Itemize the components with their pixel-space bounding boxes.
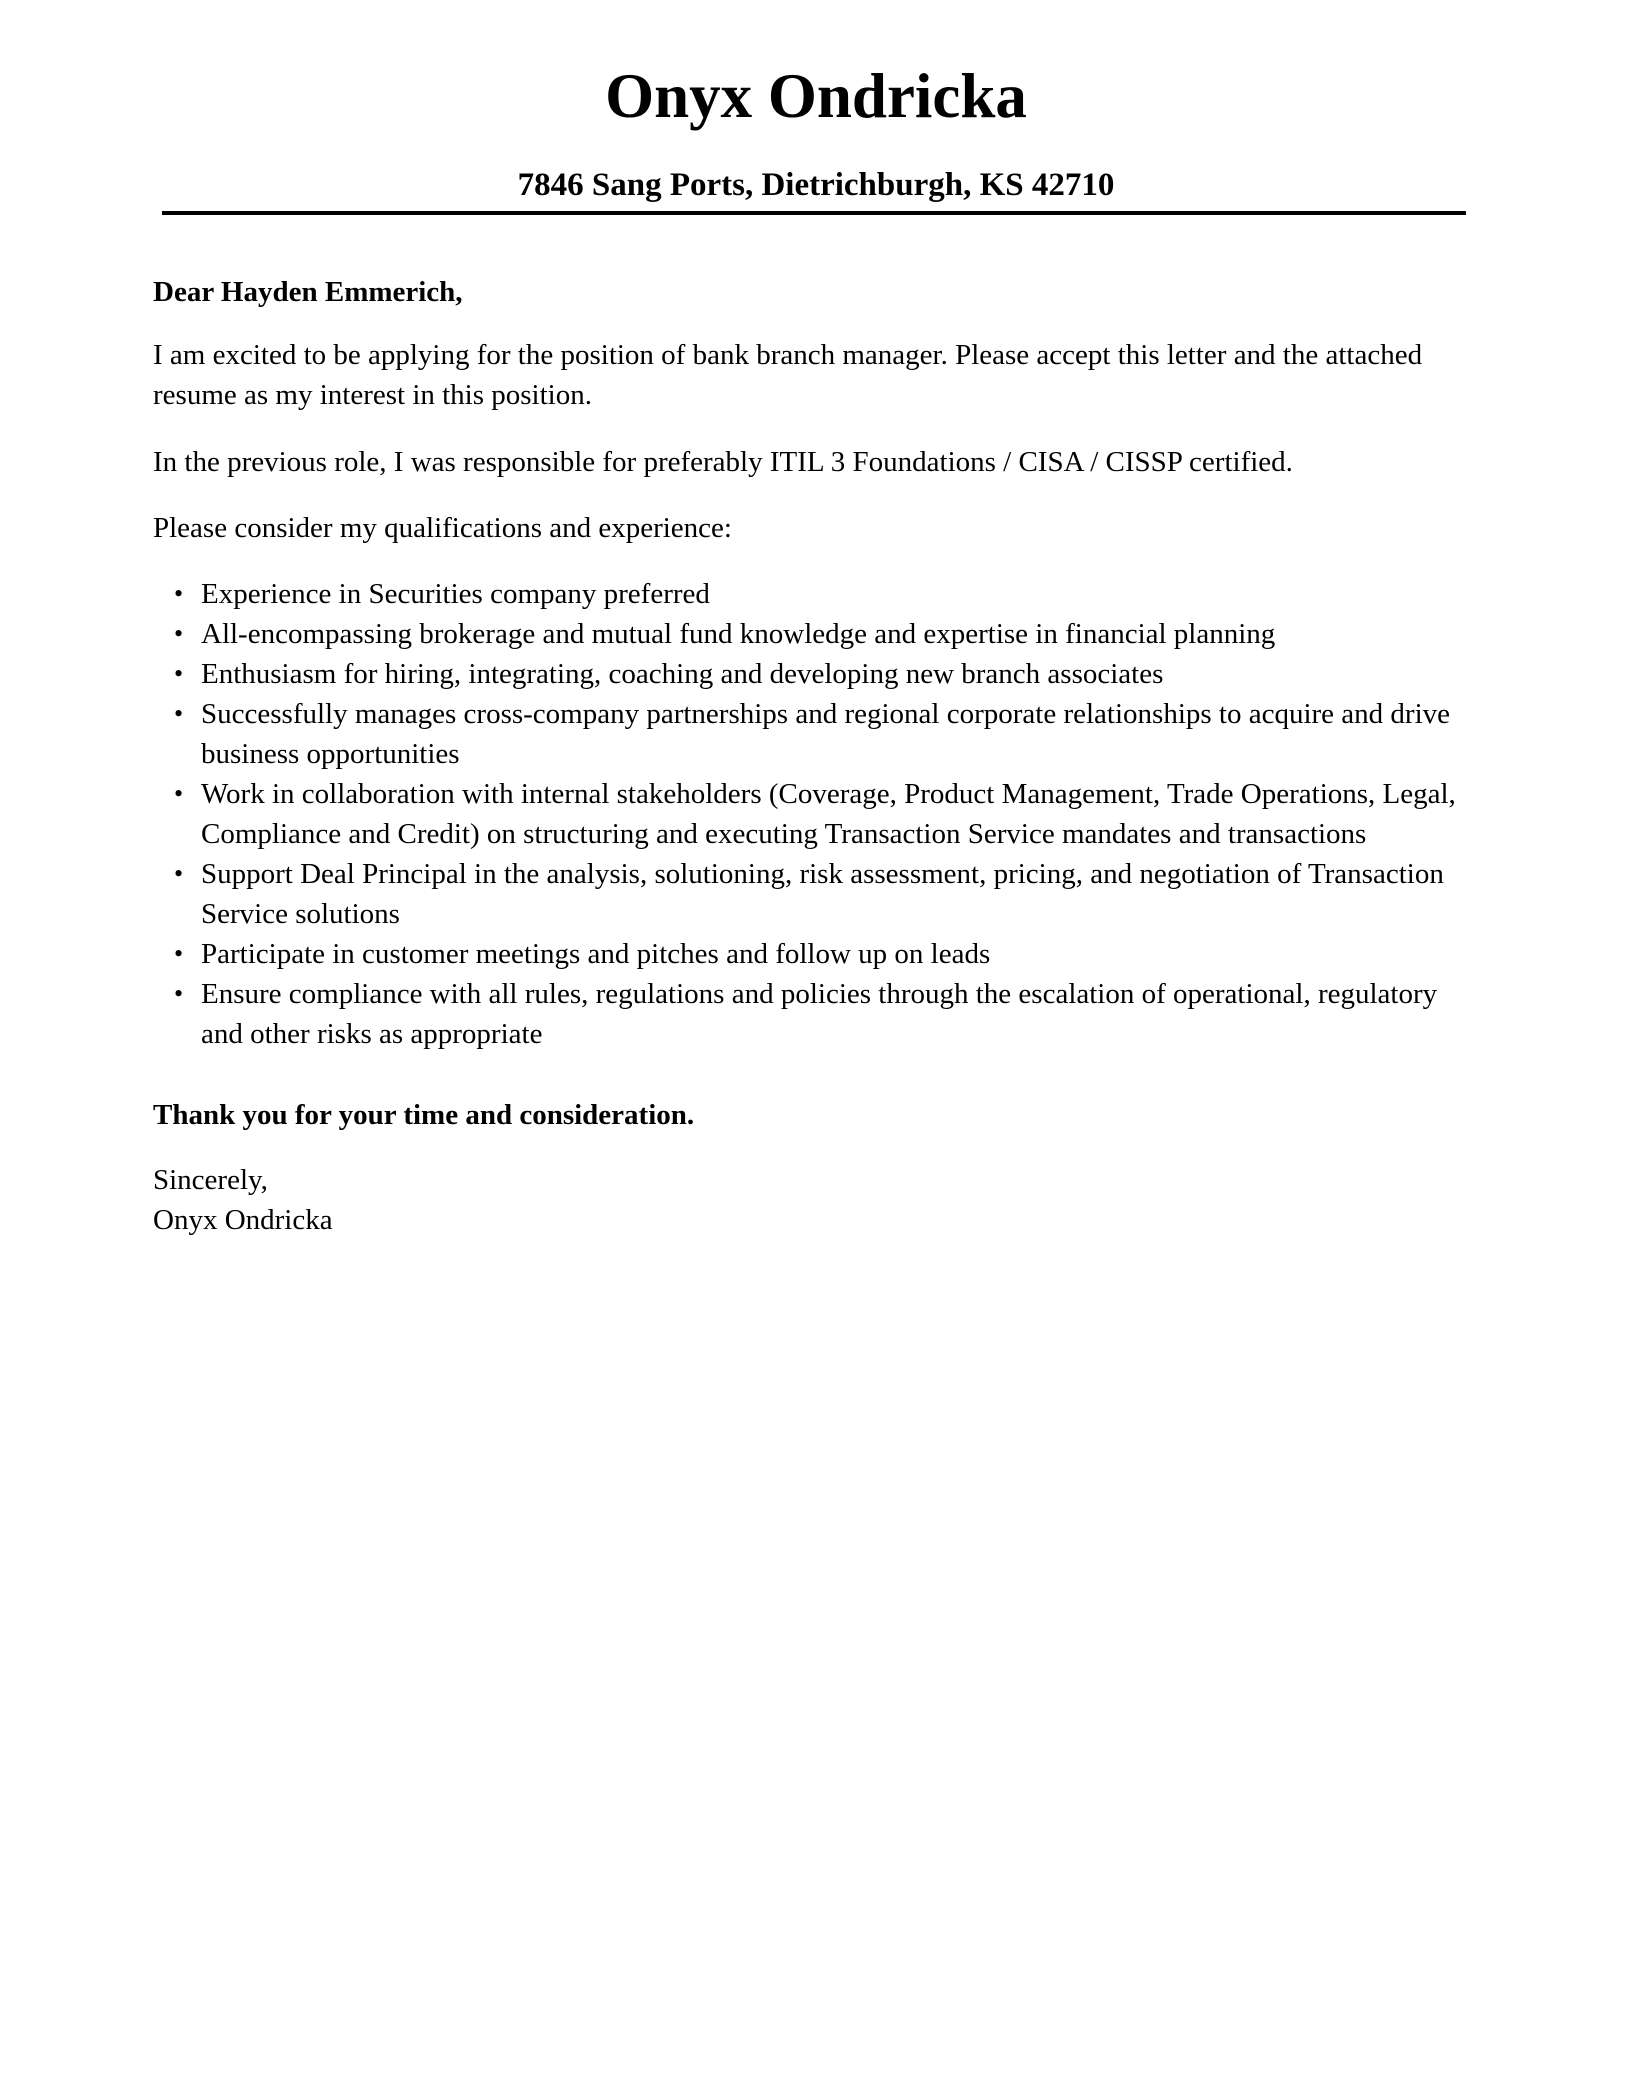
bullet-icon: • — [174, 979, 184, 1008]
list-item-text: Support Deal Principal in the analysis, solutioning, risk assessment, pricing, and negotiation of Transaction Service solutions — [201, 858, 1444, 930]
list-item-text: Experience in Securities company preferred — [201, 578, 710, 610]
qualifications-list — [153, 574, 1483, 1054]
sender-address: 7846 Sang Ports, Dietrichburgh, KS 42710 — [517, 167, 1115, 203]
closing: Sincerely, — [153, 1164, 268, 1196]
thanks-line: Thank you for your time and consideration. — [153, 1099, 695, 1131]
signature-name: Onyx Ondricka — [153, 1204, 333, 1236]
bullet-icon: • — [174, 699, 184, 728]
bullet-icon: • — [174, 939, 184, 968]
intro-paragraph: I am excited to be applying for the position of bank branch manager. Please accept this letter and the attached resume as my interest in this position. — [153, 339, 1423, 411]
bullet-icon: • — [174, 779, 184, 808]
salutation: Dear Hayden Emmerich, — [153, 276, 463, 308]
list-item — [153, 974, 1483, 1054]
header-divider — [162, 211, 1466, 215]
sender-name: Onyx Ondricka — [605, 61, 1027, 131]
list-item-text: Ensure compliance with all rules, regulations and policies through the escalation of operational, regulatory and other risks as appropriate — [201, 978, 1438, 1050]
list-item — [153, 774, 1483, 854]
bullet-icon: • — [174, 659, 184, 688]
list-item-text: All-encompassing brokerage and mutual fund knowledge and expertise in financial planning — [201, 618, 1276, 650]
list-item-text: Work in collaboration with internal stakeholders (Coverage, Product Management, Trade Operations, Legal, Compliance and Credit) on structuring and executing Transaction Service mandates and transactions — [201, 778, 1456, 850]
list-item — [153, 574, 1483, 614]
bullet-icon: • — [174, 619, 184, 648]
previous-role-paragraph: In the previous role, I was responsible for preferably ITIL 3 Foundations / CISA / CISSP certified. — [153, 446, 1293, 478]
list-item — [153, 854, 1483, 934]
list-item — [153, 694, 1483, 774]
letter-body — [153, 272, 1483, 1240]
list-item — [153, 614, 1483, 654]
list-item-text: Enthusiasm for hiring, integrating, coaching and developing new branch associates — [201, 658, 1164, 690]
bullet-icon: • — [174, 859, 184, 888]
list-item — [153, 934, 1483, 974]
list-item — [153, 654, 1483, 694]
list-item-text: Participate in customer meetings and pitches and follow up on leads — [201, 938, 991, 970]
list-item-text: Successfully manages cross-company partnerships and regional corporate relationships to acquire and drive business opportunities — [201, 698, 1451, 770]
qualifications-intro: Please consider my qualifications and experience: — [153, 512, 732, 544]
bullet-icon: • — [174, 579, 184, 608]
